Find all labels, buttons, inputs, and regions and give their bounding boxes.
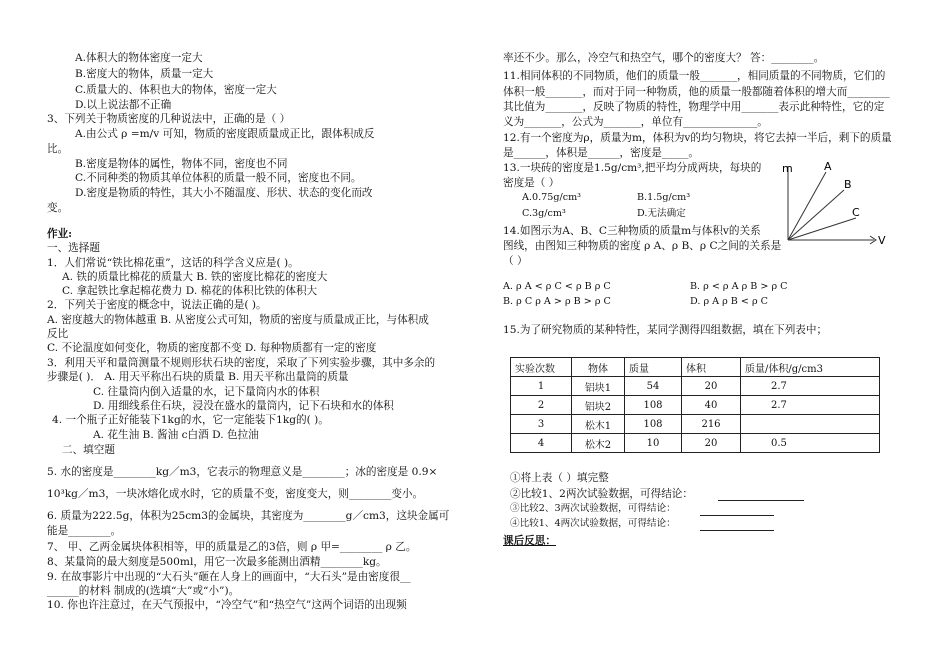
hw-q6-line1: 6. 质量为222.5g，体积为25cm3的金属块，其密度为________g／cm3，这块金属可: [47, 510, 450, 522]
hw-q15-task2: ②比较1、2两次试验数据，可得结论：: [510, 488, 693, 500]
hw-q5-line1: 5. 水的密度是________kg／m3，它表示的物理意义是________；冰的密度是 0.9×: [47, 466, 438, 478]
hw-q2-stem: 2．下列关于密度的概念中，说法正确的是( )。: [47, 299, 267, 311]
graph-line-b: [788, 190, 844, 240]
section-choice-heading: 一、选择题: [47, 242, 100, 254]
table-header-row: [511, 358, 880, 377]
table-cell: 松木1: [572, 415, 625, 434]
table-cell: 216: [682, 415, 741, 434]
table-header: 质量/体积/g/cm3: [741, 358, 880, 377]
hw-q14-option-a: A. ρ A < ρ C < ρ B ρ C: [503, 281, 611, 292]
hw-q6-line2: 能是________。: [47, 525, 122, 537]
hw-q2-options-ab-cont: 反比: [47, 328, 69, 340]
table-cell: 松木2: [572, 434, 625, 453]
hw-q12-line2: 是______，体积是______，密度是_____。: [503, 147, 699, 159]
experiment-table: [510, 357, 880, 453]
table-cell: 1: [511, 377, 572, 396]
line-b-label: B: [844, 178, 852, 191]
hw-q14-option-b1: B. ρ < ρ A ρ B > ρ C: [690, 281, 788, 292]
table-cell: 铝块1: [572, 377, 625, 396]
table-header: 质量: [625, 358, 682, 377]
mass-volume-graph: [770, 158, 890, 254]
table-cell: 54: [625, 377, 682, 396]
hw-q14-line1: 14.如图示为A、B、C三种物质的质量m与体积v的关系: [503, 225, 761, 237]
hw-q3-stem: 3．利用天平和量筒测量不规则形状石块的密度，采取了下列实验步骤，其中多余的: [47, 357, 436, 369]
line-a-label: A: [824, 160, 832, 173]
q2-option-c: C.质量大的、体积也大的物体，密度一定大: [75, 84, 277, 96]
table-cell: 40: [682, 396, 741, 415]
table-cell: 20: [682, 377, 741, 396]
section-fill-heading: 二、填空题: [62, 444, 115, 456]
hw-q12-line1: 12.有一个密度为ρ，质量为m，体积为v的均匀物块，将它去掉一半后，剩下的质量: [503, 132, 892, 144]
hw-q2-options-cd: C. 不论温度如何变化，物质的密度都不变 D. 每种物质都有一定的密度: [47, 342, 377, 354]
hw-q2-options-ab: A. 密度越大的物体越重 B. 从密度公式可知，物质的密度与质量成正比，与体积成: [47, 314, 429, 326]
q3-option-d-cont: 变。: [47, 202, 69, 214]
hw-q13-option-c: C.3g/cm³: [522, 208, 566, 219]
table-cell: 10: [625, 434, 682, 453]
hw-q14-line3: （ ）: [503, 255, 528, 267]
hw-q11-line2: 体积一般_______，而对于同一种物质，他的质量一般都随着体积的增大而________: [503, 86, 890, 98]
table-cell: 108: [625, 396, 682, 415]
q3-option-d: D.密度是物质的特性，其大小不随温度、形状、状态的变化而改: [75, 187, 373, 199]
table-row: [511, 434, 880, 453]
hw-q13-option-a: A.0.75g/cm³: [522, 192, 582, 203]
hw-q11-line1: 11.相同体积的不同物质，他们的质量一般_______，相同质量的不同物质，它们的: [503, 70, 886, 82]
table-row: [511, 377, 880, 396]
hw-q8: 8、某量筒的最大刻度是500ml，用它一次最多能测出酒精________kg。: [47, 556, 387, 568]
answer-line: [700, 530, 774, 531]
answer-line: [718, 500, 804, 501]
hw-q13-line2: 密度是（ ）: [503, 177, 560, 189]
q2-option-b: B.密度大的物体，质量一定大: [75, 68, 214, 80]
line-c-label: C: [852, 206, 860, 219]
hw-q10-line2: 率还不少。那么，冷空气和热空气，哪个的密度大？ 答：________。: [503, 52, 825, 64]
hw-q3-option-d: D. 用细线系住石块，浸没在盛水的量筒内，记下石块和水的体积: [93, 400, 394, 412]
q2-option-d: D.以上说法都不正确: [75, 99, 172, 111]
hw-q11-line4: 义为_______，公式为_______，单位有______________。: [503, 116, 768, 128]
table-cell: 2.7: [741, 377, 880, 396]
hw-q15-stem: 15.为了研究物质的某种特性，某同学测得四组数据，填在下列表中；: [503, 324, 828, 336]
reflection-heading: 课后反思：: [503, 535, 556, 547]
hw-q15-task3: ③比较2、3两次试验数据，可得结论：: [510, 503, 676, 514]
table-cell: 2.7: [741, 396, 880, 415]
hw-q14-option-b2: B. ρ C ρ A > ρ B > ρ C: [503, 296, 611, 307]
answer-line: [700, 515, 774, 516]
table-header: 物体: [572, 358, 625, 377]
homework-heading: 作业:: [47, 228, 73, 240]
hw-q7: 7、 甲、乙两金属块体积相等，甲的质量是乙的3倍，则 ρ 甲=________ ρ 乙。: [47, 541, 417, 553]
hw-q10-line1: 10. 你也许注意过，在天气预报中，“冷空气”和“热空气”这两个词语的出现频: [47, 599, 407, 611]
hw-q15-task4: ④比较1、4两次试验数据，可得结论：: [510, 518, 676, 529]
hw-q3-options-ab: 步骤是( )． A. 用天平称出石块的质量 B. 用天平称出量筒的质量: [47, 371, 349, 383]
q3-stem: 3、下列关于物质密度的几种说法中，正确的是（ ）: [47, 113, 291, 125]
table-cell: 3: [511, 415, 572, 434]
q3-option-a-cont: 比。: [47, 143, 69, 155]
table-cell: 2: [511, 396, 572, 415]
hw-q13-option-b: B.1.5g/cm³: [637, 192, 691, 203]
table-cell: 0.5: [741, 434, 880, 453]
hw-q11-line3: 其比值为_______，反映了物质的特性，物理学中用_______表示此种特性，它的定: [503, 101, 885, 113]
table-header: 体积: [682, 358, 741, 377]
hw-q13-line1: 13.一块砖的密度是1.5g/cm³,把平均分成两块，每块的: [503, 162, 762, 174]
table-cell: 108: [625, 415, 682, 434]
hw-q4-options: A. 花生油 B. 酱油 c白酒 D. 色拉油: [93, 429, 259, 441]
hw-q1-stem: 1．人们常说“铁比棉花重”，这话的科学含义应是( )。: [47, 257, 299, 269]
table-cell: 4: [511, 434, 572, 453]
hw-q5-line2: 10³kg／m3，一块冰熔化成水时，它的质量不变，密度变大，则________变小。: [47, 488, 424, 500]
hw-q4-stem: 4. 一个瓶子正好能装下1kg的水，它一定能装下1kg的( )。: [52, 414, 329, 426]
table-row: [511, 396, 880, 415]
table-cell: 20: [682, 434, 741, 453]
table-header: 实验次数: [511, 358, 572, 377]
hw-q13-option-d: D.无法确定: [637, 208, 686, 219]
hw-q9-line2: ______的材料 制成的(选填“大”或“小”)。: [47, 585, 240, 597]
q3-option-a: A.由公式 ρ =m/v 可知，物质的密度跟质量成正比，跟体积成反: [75, 128, 375, 140]
table-row: [511, 415, 880, 434]
q3-option-c: C.不同种类的物质其单位体积的质量一般不同，密度也不同。: [75, 172, 362, 184]
table-cell: 铝块2: [572, 396, 625, 415]
hw-q14-line2: 图线，由图知三种物质的密度 ρ A、ρ B、ρ C之间的关系是: [503, 240, 782, 252]
hw-q3-option-c: C. 往量筒内倒入适量的水，记下量筒内水的体积: [93, 386, 320, 398]
y-axis-label: m: [782, 162, 793, 175]
hw-q9-line1: 9. 在故事影片中出现的“大石头”砸在人身上的画面中，“大石头”是由密度很__: [47, 571, 411, 583]
q3-option-b: B.密度是物体的属性，物体不同，密度也不同: [75, 158, 288, 170]
q2-option-a: A.体积大的物体密度一定大: [75, 52, 203, 64]
hw-q1-options-ab: A. 铁的质量比棉花的质量大 B. 铁的密度比棉花的密度大: [62, 271, 328, 283]
x-axis-label: V: [878, 234, 886, 247]
hw-q14-option-d: D. ρ A ρ B < ρ C: [690, 296, 769, 307]
hw-q1-options-cd: C. 拿起铁比拿起棉花费力 D. 棉花的体积比铁的体积大: [62, 285, 318, 297]
hw-q15-task1: ①将上表（ ）填完整: [510, 472, 609, 484]
table-cell-blank[interactable]: [741, 415, 880, 434]
